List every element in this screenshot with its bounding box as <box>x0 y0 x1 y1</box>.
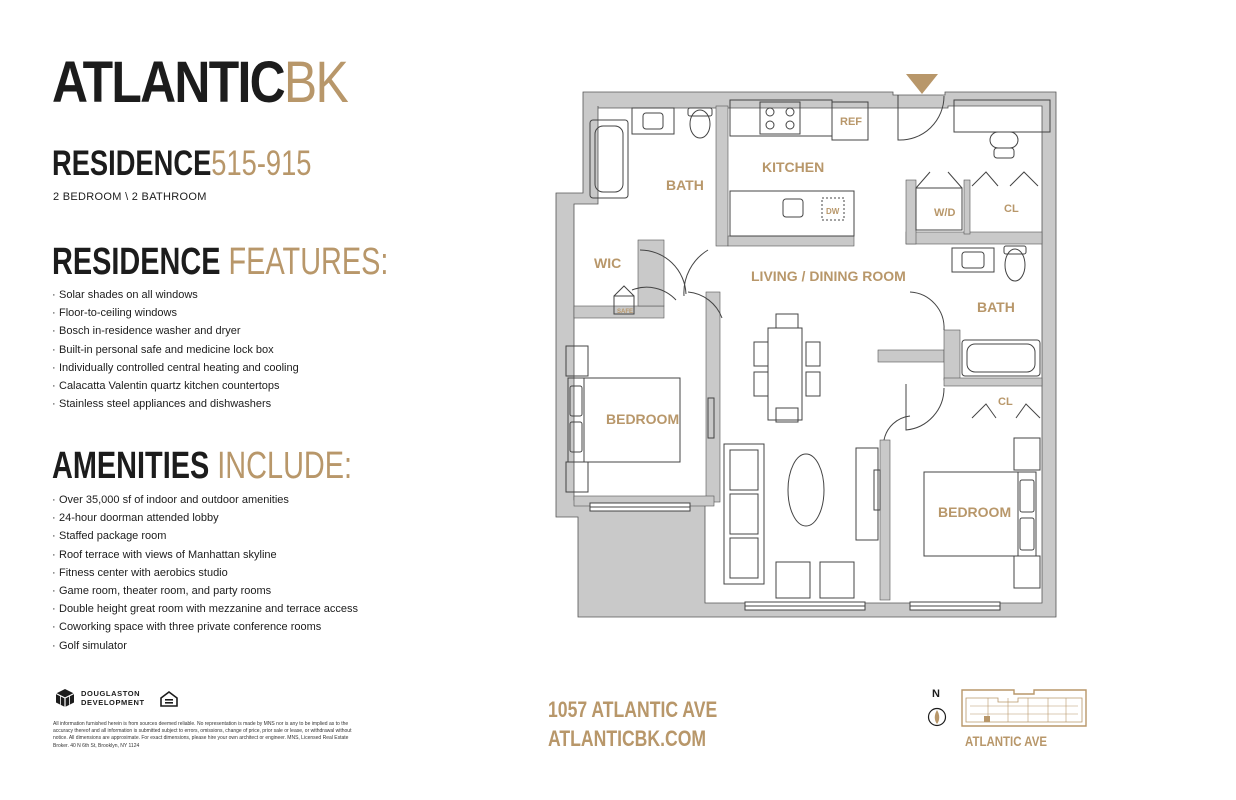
label-living: LIVING / DINING ROOM <box>751 268 906 284</box>
feature-item: · Solar shades on all windows <box>52 286 299 304</box>
entrance-marker <box>906 74 938 94</box>
building-address: 1057 ATLANTIC AVE <box>548 697 718 722</box>
label-cl1: CL <box>1004 203 1019 215</box>
label-bath1: BATH <box>666 177 704 193</box>
residence-number: 515-915 <box>211 144 312 183</box>
site-map-icon <box>958 688 1090 732</box>
feature-item: · Stainless steel appliances and dishwashers <box>52 395 299 413</box>
amenity-item: · Coworking space with three private conference rooms <box>52 618 358 636</box>
label-safe: SAFE <box>617 309 634 315</box>
legal-disclaimer: All information furnished herein is from sources deemed reliable. No representation is made by MNS nor is any to be implied as to the accuracy thereof and all information is submitted subject to errors, omissions, change of price, prior sale or lease, or withdrawal without notice. All dimensions are approximate. For exact dimensions, please hire your own architect or engineer. MNS, Licensed Real Estate Broker. 40 N 6th St, Brooklyn, NY 1124 <box>53 721 352 749</box>
features-title-bold: RESIDENCE <box>52 241 221 283</box>
amenity-item: · Double height great room with mezzanine and terrace access <box>52 600 358 618</box>
feature-item: · Individually controlled central heating and cooling <box>52 359 299 377</box>
amenity-item: · 24-hour doorman attended lobby <box>52 509 358 527</box>
amenities-list <box>52 491 358 655</box>
label-bedroom1: BEDROOM <box>606 411 680 427</box>
equal-housing-icon <box>160 691 178 707</box>
residence-title-bold: RESIDENCE <box>52 144 212 183</box>
amenity-item: · Roof terrace with views of Manhattan skyline <box>52 546 358 564</box>
feature-item: · Built-in personal safe and medicine lock box <box>52 341 299 359</box>
street-label: ATLANTIC AVE <box>965 733 1048 749</box>
feature-item: · Floor-to-ceiling windows <box>52 304 299 322</box>
developer-cube-icon <box>55 688 75 708</box>
amenities-title <box>52 444 352 488</box>
residence-title <box>52 142 311 186</box>
compass-icon <box>927 707 947 727</box>
amenity-item: · Fitness center with aerobics studio <box>52 564 358 582</box>
label-cl2: CL <box>998 396 1013 408</box>
brand-bold: ATLANTIC <box>52 50 284 115</box>
residence-subline: 2 BEDROOM \ 2 BATHROOM <box>53 191 207 203</box>
label-ref: REF <box>840 116 862 128</box>
features-title-thin: FEATURES: <box>228 241 389 283</box>
feature-item: · Bosch in-residence washer and dryer <box>52 322 299 340</box>
features-list <box>52 286 299 413</box>
amenities-title-bold: AMENITIES <box>52 445 210 487</box>
feature-item: · Calacatta Valentin quartz kitchen countertops <box>52 377 299 395</box>
developer-logo <box>55 688 145 708</box>
label-bath2: BATH <box>977 299 1015 315</box>
amenity-item: · Staffed package room <box>52 527 358 545</box>
developer-line2: DEVELOPMENT <box>81 698 145 707</box>
amenity-item: · Golf simulator <box>52 637 358 655</box>
label-wd: W/D <box>934 207 956 219</box>
developer-line1: DOUGLASTON <box>81 689 141 698</box>
brand-logo <box>52 50 347 116</box>
floor-plan <box>540 66 1060 626</box>
amenity-item: · Game room, theater room, and party rooms <box>52 582 358 600</box>
features-title <box>52 240 388 284</box>
label-kitchen: KITCHEN <box>762 159 825 175</box>
label-dw: DW <box>826 207 840 216</box>
label-wic: WIC <box>594 255 622 271</box>
brand-thin: BK <box>283 50 347 115</box>
label-bedroom2: BEDROOM <box>938 504 1012 520</box>
website-link[interactable]: ATLANTICBK.COM <box>548 726 707 751</box>
amenities-title-thin: INCLUDE: <box>217 445 353 487</box>
north-label: N <box>932 688 940 700</box>
amenity-item: · Over 35,000 sf of indoor and outdoor amenities <box>52 491 358 509</box>
